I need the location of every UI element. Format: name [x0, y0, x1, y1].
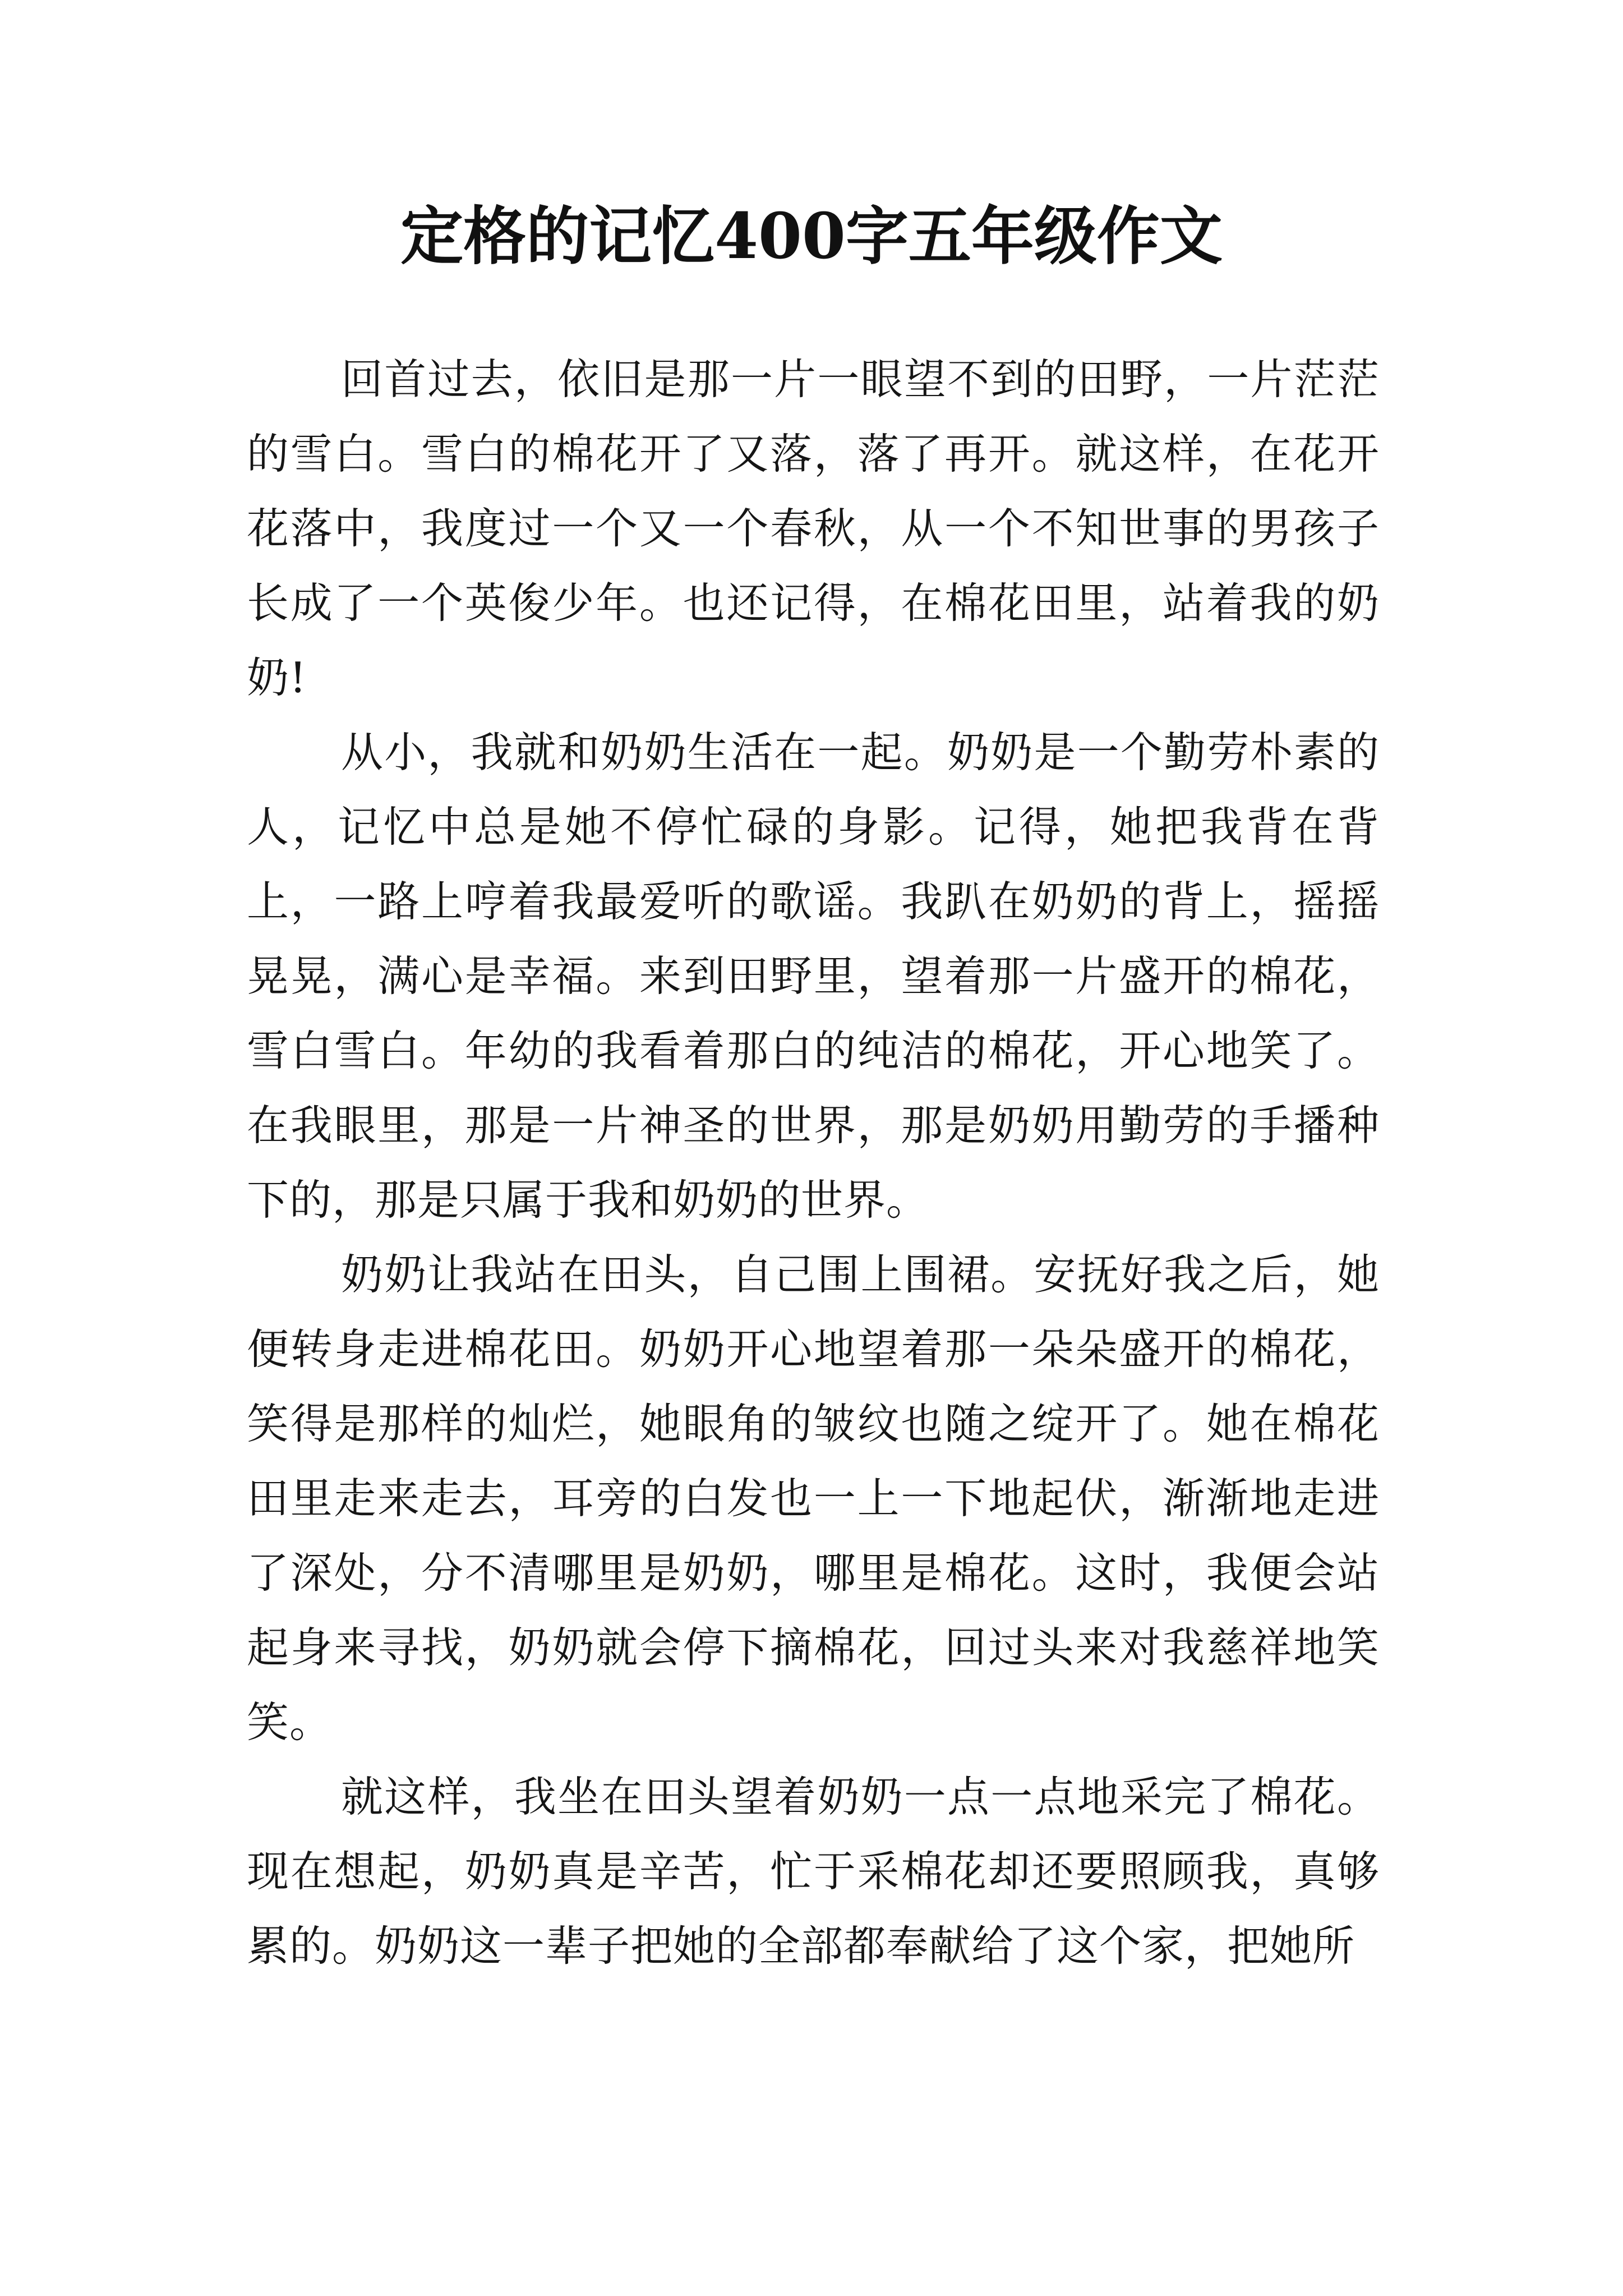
document-title: 定格的记忆400字五年级作文 — [400, 200, 1223, 273]
paragraph: 回首过去，依旧是那一片一眼望不到的田野，一片茫茫的雪白。雪白的棉花开了又落，落了再开。就这样，在花开花落中，我度过一个又一个春秋，从一个不知世事的男孩子长成了一个英俊少年。也还记得，在棉花田里，站着我的奶奶! — [247, 355, 1380, 702]
paragraph: 奶奶让我站在田头，自己围上围裙。安抚好我之后，她便转身走进棉花田。奶奶开心地望着那一朵朵盛开的棉花，笑得是那样的灿烂，她眼角的皱纹也随之绽开了。她在棉花田里走来走去，耳旁的白发也一上一下地起伏，渐渐地走进了深处，分不清哪里是奶奶，哪里是棉花。这时，我便会站起身来寻找，奶奶就会停下摘棉花，回过头来对我慈祥地笑笑。 — [247, 1250, 1380, 1747]
paragraph: 从小，我就和奶奶生活在一起。奶奶是一个勤劳朴素的人，记忆中总是她不停忙碌的身影。记得，她把我背在背上，一路上哼着我最爱听的歌谣。我趴在奶奶的背上，摇摇晃晃，满心是幸福。来到田野里，望着那一片盛开的棉花，雪白雪白。年幼的我看着那白的纯洁的棉花，开心地笑了。在我眼里，那是一片神圣的世界，那是奶奶用勤劳的手播种下的，那是只属于我和奶奶的世界。 — [247, 728, 1380, 1225]
document-body — [247, 342, 1380, 1984]
paragraph: 就这样，我坐在田头望着奶奶一点一点地采完了棉花。现在想起，奶奶真是辛苦，忙于采棉花却还要照顾我，真够累的。奶奶这一辈子把她的全部都奉献给了这个家，把她所 — [247, 1772, 1380, 1971]
